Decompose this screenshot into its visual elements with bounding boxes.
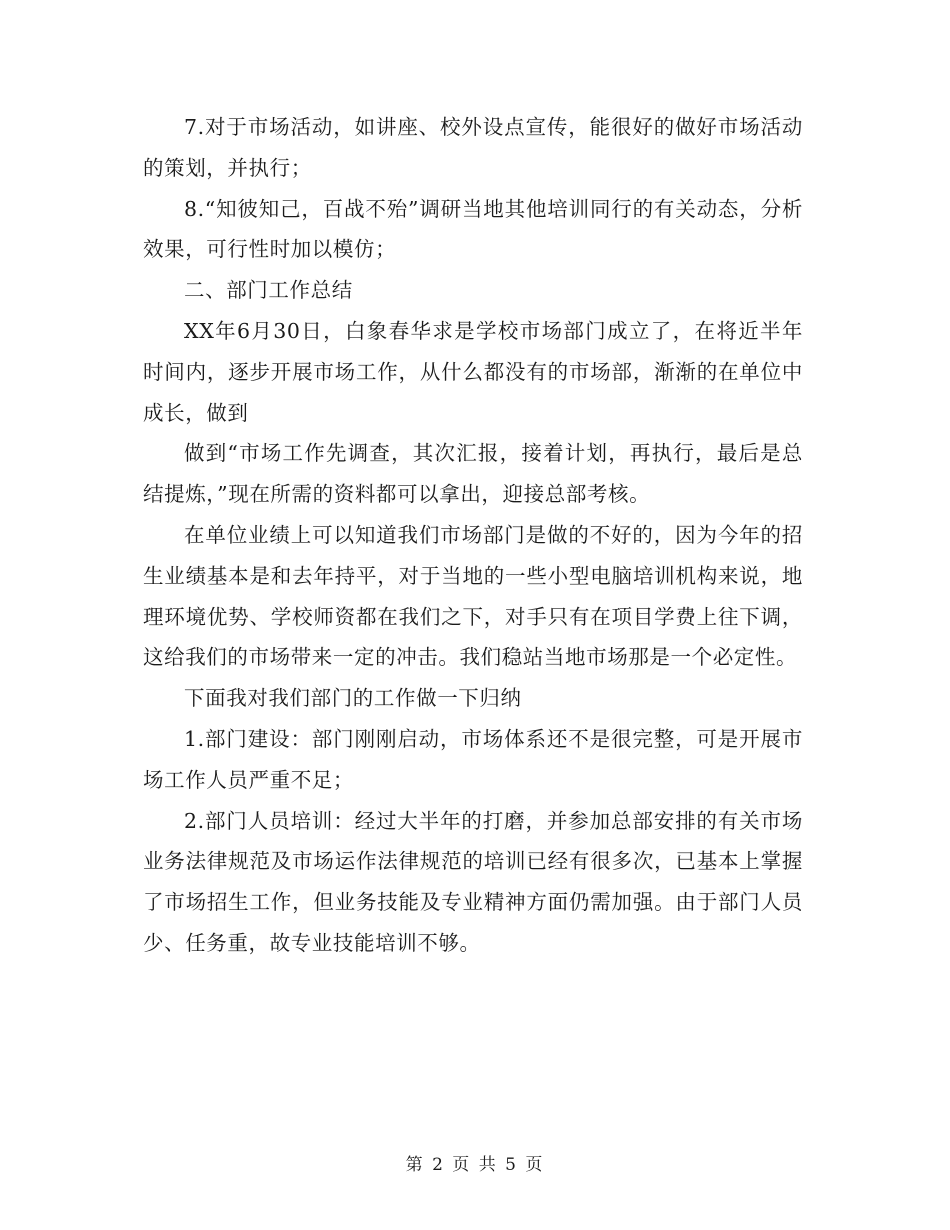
paragraph-item-7: 7.对于市场活动，如讲座、校外设点宣传，能很好的做好市场活动的策划，并执行； [143,115,803,180]
paragraph-item-8: 8.“知彼知己，百战不殆”调研当地其他培训同行的有关动态，分析效果，可行性时加以模仿； [143,196,803,262]
page-number-footer: 第 2 页 共 5 页 [405,1155,545,1175]
paragraph-staff-training: 2.部门人员培训：经过大半年的打磨，并参加总部安排的有关市场业务法律规范及市场运作法律规范的培训已经有很多次，已基本上掌握了市场招生工作，但业务技能及专业精神方面仍需加强。由于部门人员少、任务重，故专业技能培训不够。 [143,808,803,955]
paragraph-summary-intro: 下面我对我们部门的工作做一下归纳 [184,686,522,711]
section-heading: 二、部门工作总结 [184,278,353,303]
paragraph-department-founding: XX年6月30日，白象春华求是学校市场部门成立了，在将近半年时间内，逐步开展市场工作，从什么都没有的市场部，渐渐的在单位中成长，做到 [143,318,803,425]
paragraph-work-process: 做到“市场工作先调查，其次汇报，接着计划，再执行，最后是总结提炼，”现在所需的资料都可以拿出，迎接总部考核。 [143,441,803,507]
document-body [143,107,803,964]
paragraph-performance: 在单位业绩上可以知道我们市场部门是做的不好的，因为今年的招生业绩基本是和去年持平，对于当地的一些小型电脑培训机构来说，地理环境优势、学校师资都在我们之下，对手只有在项目学费上往下调，这给我们的市场带来一定的冲击。我们稳站当地市场那是一个必定性。 [143,522,803,670]
paragraph-department-building: 1.部门建设：部门刚刚启动，市场体系还不是很完整，可是开展市场工作人员严重不足； [143,726,803,792]
